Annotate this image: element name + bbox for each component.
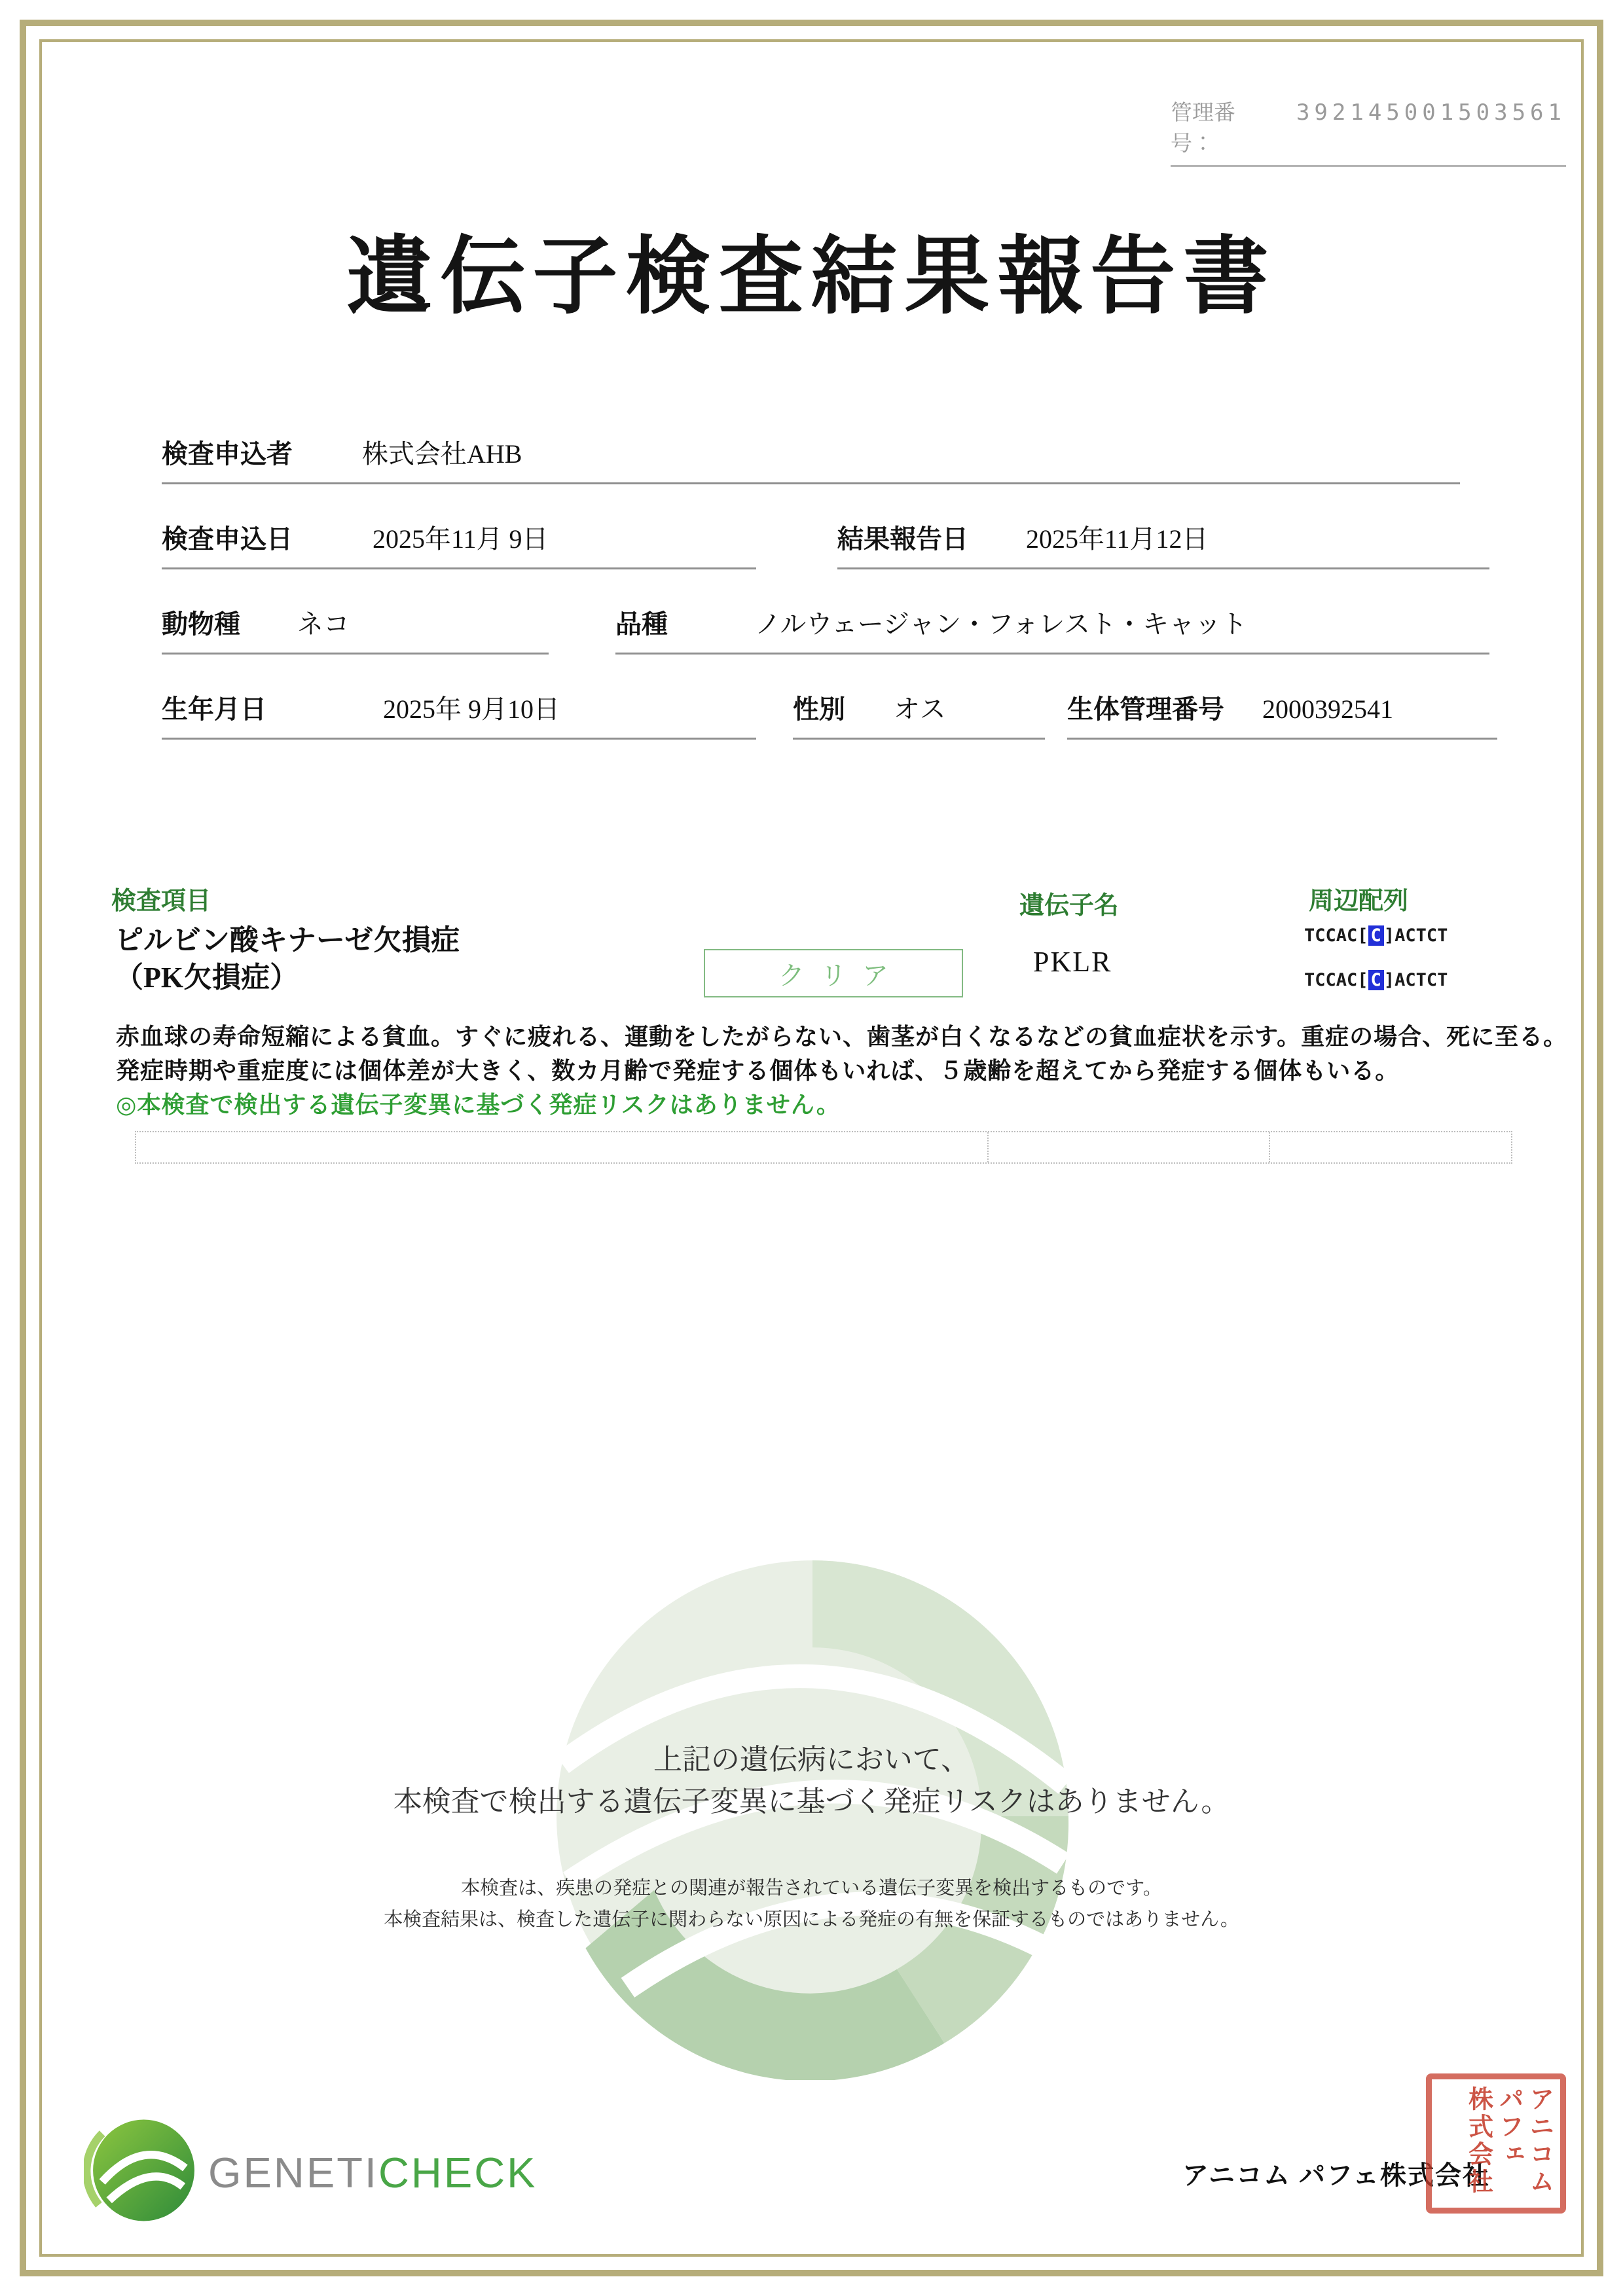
- empty-result-row: [135, 1131, 1512, 1164]
- field-report-date-label: 結果報告日: [837, 524, 968, 554]
- empty-result-row-divider-2: [1269, 1132, 1270, 1162]
- company-name: アニコム パフェ株式会社: [1182, 2161, 1490, 2190]
- management-number-label: 管理番号：: [1171, 101, 1235, 156]
- sequence-2-pre: TCCAC[: [1304, 970, 1368, 990]
- risk-note: ◎本検査で検出する遺伝子変異に基づく発症リスクはありません。: [116, 1092, 841, 1118]
- field-report-date: [837, 518, 1489, 569]
- test-item-name-line2: （PK欠損症）: [115, 961, 299, 994]
- geneticheck-logo-text: [208, 2148, 538, 2197]
- sequence-1-pre: TCCAC[: [1304, 925, 1368, 946]
- field-apply-date-label: 検査申込日: [162, 524, 293, 554]
- field-species-label: 動物種: [162, 609, 240, 639]
- management-number: [1171, 96, 1566, 167]
- company-seal-col3: 株式会社: [1464, 2086, 1492, 2196]
- field-sex: [793, 689, 1045, 740]
- field-animal-id: [1067, 689, 1497, 740]
- field-birth-date: [162, 689, 756, 740]
- disclaimer-line1: 本検査は、疾患の発症との関連が報告されている遺伝子変異を検出するものです。: [461, 1878, 1162, 1899]
- sequence-2-allele: C: [1368, 970, 1384, 990]
- geneticheck-logo-icon: [84, 2113, 199, 2228]
- disease-description-line1: 赤血球の寿命短縮による貧血。すぐに疲れる、運動をしたがらない、歯茎が白くなるなどの貧血症状を示す。重症の場合、死に至る。: [116, 1024, 1568, 1050]
- field-birth-date-value: 2025年 9月10日: [383, 694, 560, 724]
- sequence-line-1: [1304, 925, 1448, 946]
- field-apply-date: [162, 518, 756, 569]
- field-sex-value: オス: [894, 694, 946, 724]
- logo-text-gray: GENETI: [208, 2149, 378, 2197]
- results-header-gene: 遺伝子名: [1019, 892, 1120, 920]
- management-number-value: 392145001503561: [1296, 99, 1566, 126]
- result-status-box: [704, 949, 963, 997]
- logo-text-green: CHECK: [378, 2149, 538, 2197]
- field-species: [162, 603, 549, 655]
- sequence-1-post: ]ACTCT: [1383, 925, 1448, 946]
- field-animal-id-value: 2000392541: [1262, 694, 1393, 724]
- field-birth-date-label: 生年月日: [162, 694, 266, 724]
- field-breed: [615, 603, 1489, 655]
- results-header-item: 検査項目: [111, 888, 211, 915]
- report-title: 遺伝子検査結果報告書: [346, 230, 1277, 325]
- field-report-date-value: 2025年11月12日: [1026, 524, 1209, 554]
- field-applicant-value: 株式会社AHB: [362, 439, 522, 469]
- field-applicant: [162, 433, 1460, 484]
- field-breed-value: ノルウェージャン・フォレスト・キャット: [755, 609, 1247, 639]
- sequence-line-2: [1304, 970, 1448, 990]
- field-applicant-label: 検査申込者: [162, 439, 293, 469]
- results-header-sequence: 周辺配列: [1309, 888, 1409, 915]
- result-status-label: クリア: [778, 960, 904, 990]
- sequence-1-allele: C: [1368, 925, 1384, 946]
- company-seal-col1: アニコム: [1525, 2086, 1553, 2196]
- field-species-value: ネコ: [297, 609, 350, 639]
- disclaimer-line2: 本検査結果は、検査した遺伝子に関わらない原因による発症の有無を保証するものではありません。: [384, 1909, 1239, 1930]
- summary-line1: 上記の遺伝病において、: [653, 1744, 970, 1776]
- field-breed-label: 品種: [615, 609, 668, 639]
- sequence-2-post: ]ACTCT: [1383, 970, 1448, 990]
- field-apply-date-value: 2025年11月 9日: [373, 524, 549, 554]
- company-seal-col2: パフェ: [1495, 2086, 1523, 2168]
- empty-result-row-divider-1: [987, 1132, 989, 1162]
- company-seal: [1426, 2073, 1566, 2214]
- field-sex-label: 性別: [793, 694, 845, 724]
- disease-description-line2: 発症時期や重症度には個体差が大きく、数カ月齢で発症する個体もいれば、５歳齢を超えてから発症する個体もいる。: [116, 1058, 1400, 1084]
- test-item-name: [115, 922, 460, 996]
- gene-name: PKLR: [1033, 946, 1112, 978]
- summary-line2: 本検査で検出する遺伝子変異に基づく発症リスクはありません。: [393, 1785, 1230, 1818]
- test-item-name-line1: ピルビン酸キナーゼ欠損症: [115, 924, 460, 956]
- field-animal-id-label: 生体管理番号: [1067, 694, 1224, 724]
